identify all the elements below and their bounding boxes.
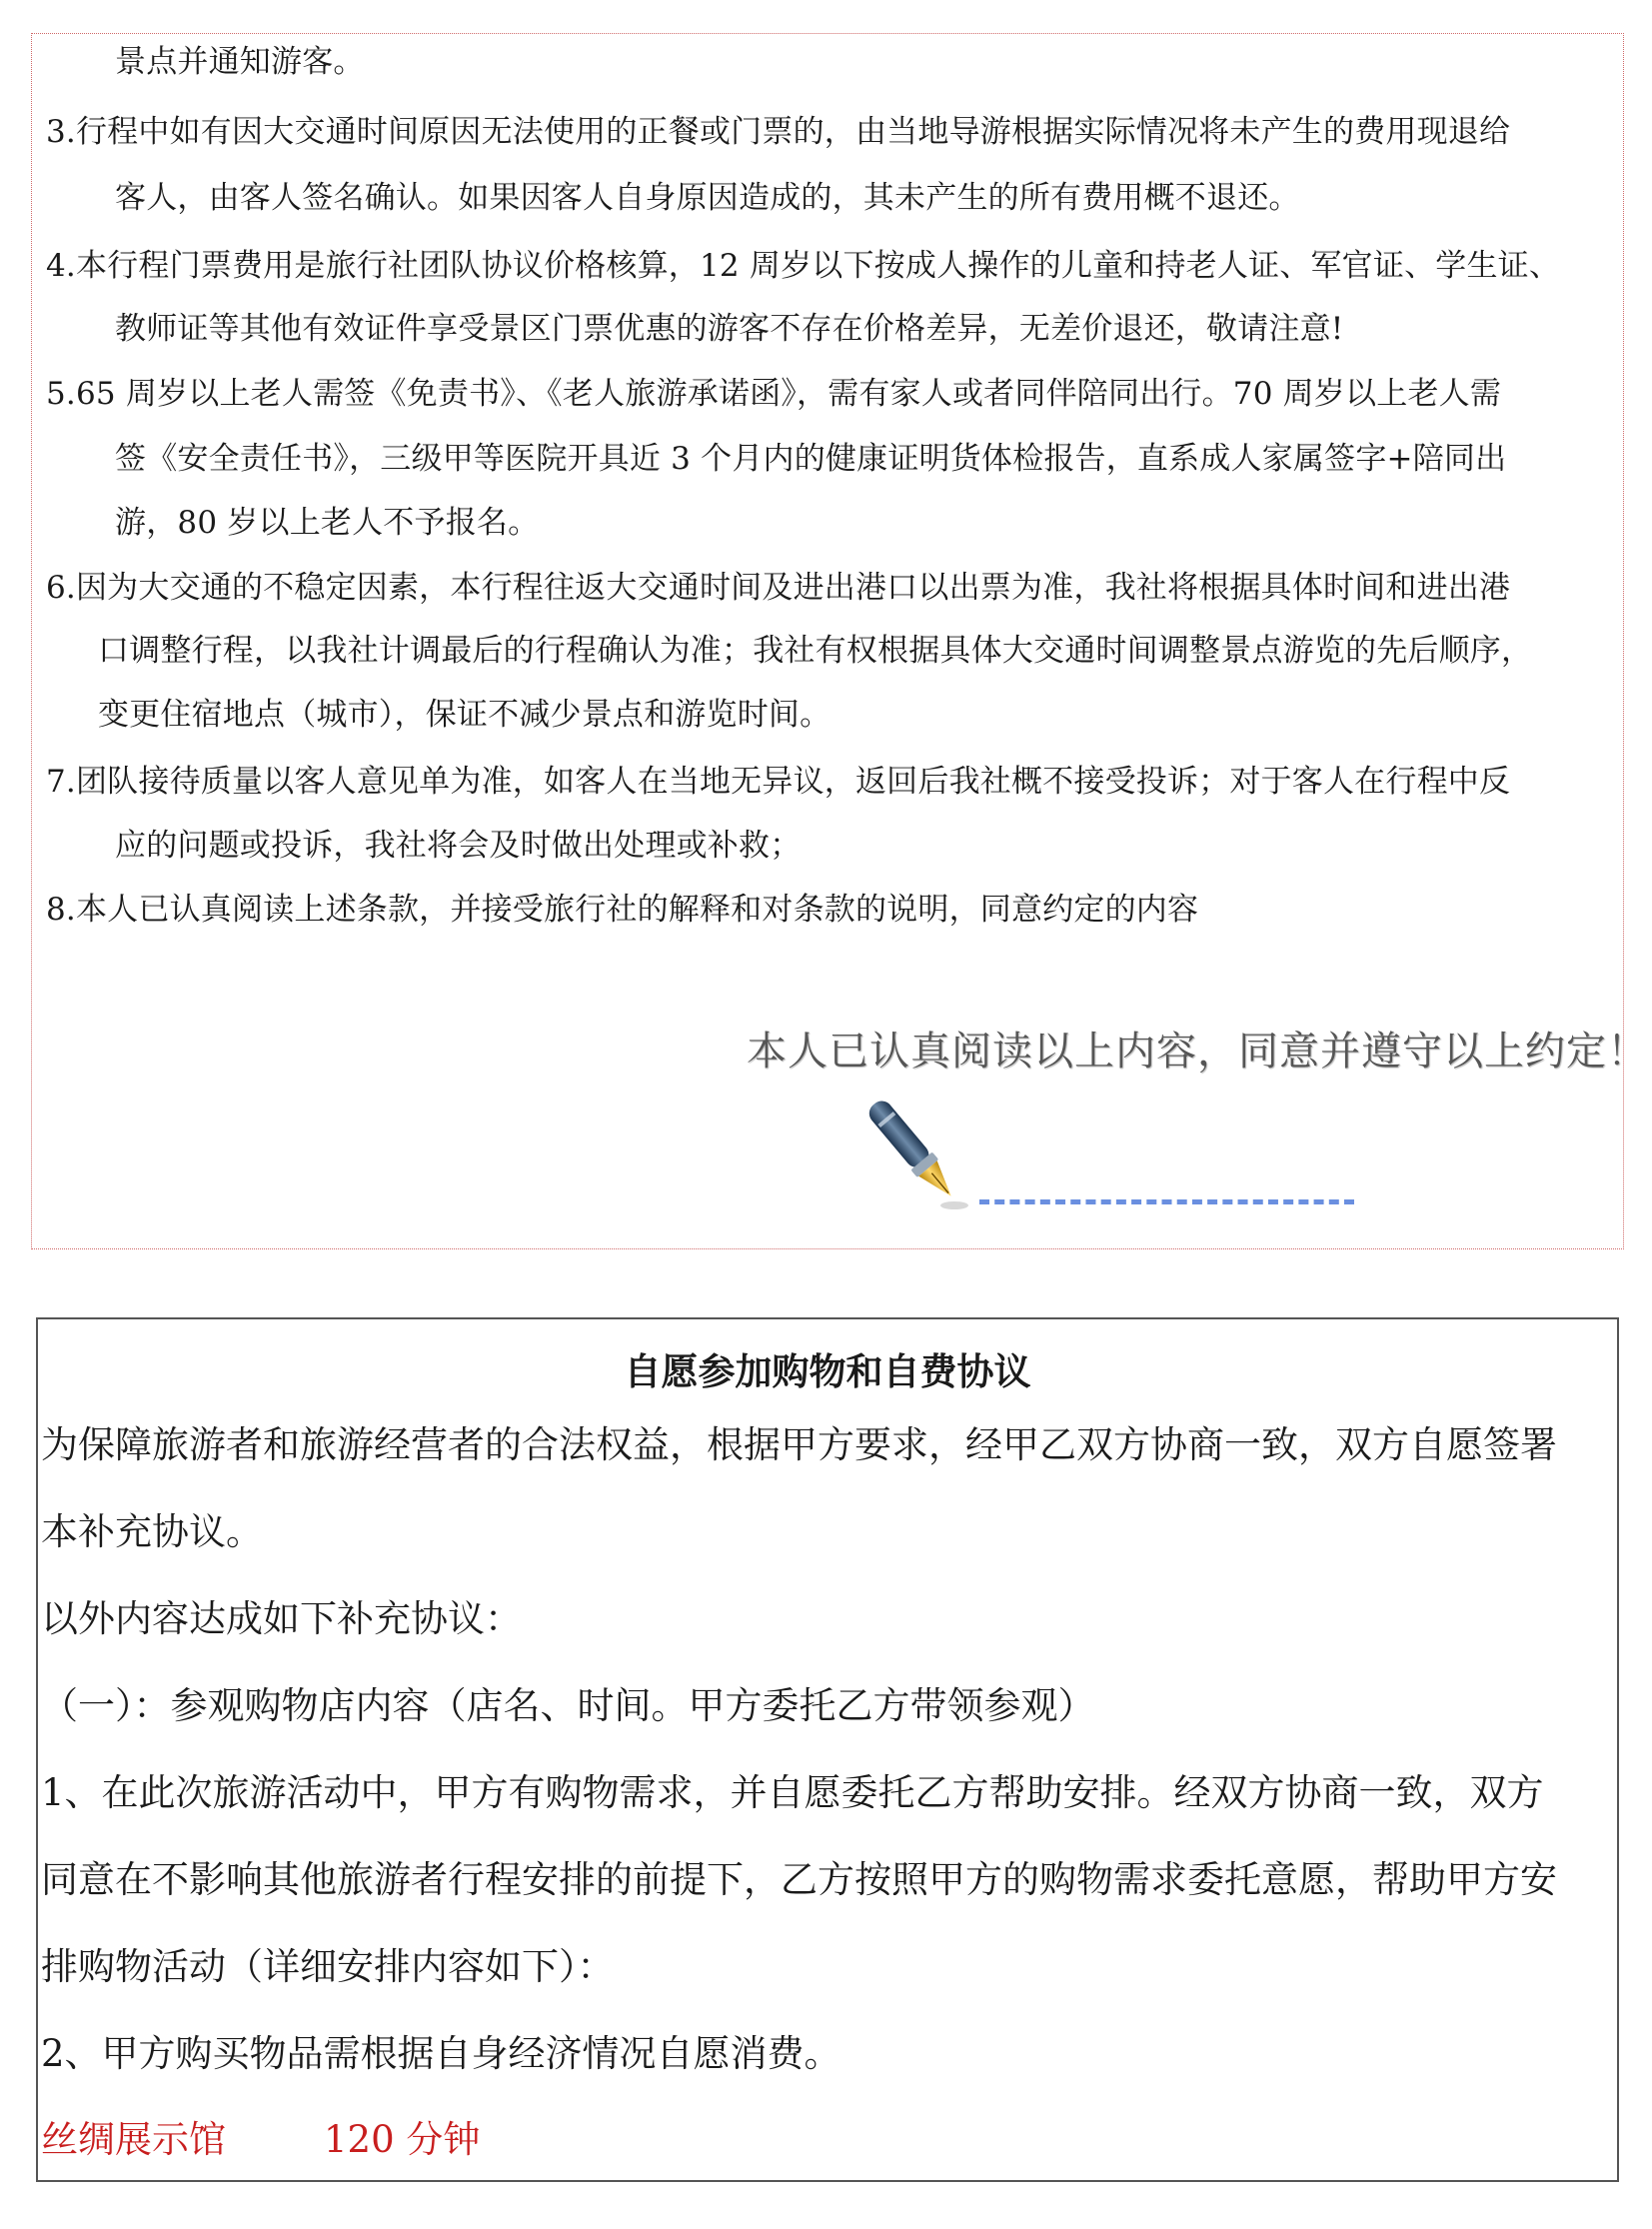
note-line: 签《安全责任书》，三级甲等医院开具近 3 个月内的健康证明货体检报告，直系成人家属签字+陪同出 bbox=[115, 441, 1507, 477]
agreement-line: 本补充协议。 bbox=[41, 1510, 263, 1553]
note-line: 7.团队接待质量以客人意见单为准，如客人在当地无异议，返回后我社概不接受投诉；对于客人在行程中反 bbox=[46, 764, 1511, 800]
note-line: 3.行程中如有因大交通时间原因无法使用的正餐或门票的，由当地导游根据实际情况将未产生的费用现退给 bbox=[46, 114, 1511, 150]
shop-duration: 120 分钟 bbox=[324, 2118, 481, 2161]
agreement-line: 1、在此次旅游活动中，甲方有购物需求，并自愿委托乙方帮助安排。经双方协商一致，双方 bbox=[41, 1771, 1544, 1814]
note-line: 4.本行程门票费用是旅行社团队协议价格核算，12 周岁以下按成人操作的儿童和持老人证、军官证、学生证、 bbox=[46, 248, 1561, 284]
shop-item bbox=[41, 2116, 480, 2164]
agreement-title: 自愿参加购物和自费协议 bbox=[624, 1350, 1031, 1393]
agreement-line: 排购物活动（详细安排内容如下）： bbox=[41, 1945, 615, 1988]
signature-line[interactable] bbox=[979, 1199, 1354, 1204]
note-line: 8.本人已认真阅读上述条款，并接受旅行社的解释和对条款的说明，同意约定的内容 bbox=[46, 892, 1199, 928]
agreement-box bbox=[36, 1317, 1619, 2182]
note-line: 客人，由客人签名确认。如果因客人自身原因造成的，其未产生的所有费用概不退还。 bbox=[115, 180, 1300, 216]
note-line: 变更住宿地点（城市），保证不减少景点和游览时间。 bbox=[98, 697, 831, 733]
agreement-line: 2、甲方购买物品需根据自身经济情况自愿消费。 bbox=[41, 2032, 841, 2075]
agreement-line: 以外内容达成如下补充协议： bbox=[41, 1597, 522, 1640]
commitment-statement: 本人已认真阅读以上内容，同意并遵守以上约定！ bbox=[747, 1029, 1648, 1075]
note-line: 5.65 周岁以上老人需签《免责书》、《老人旅游承诺函》，需有家人或者同伴陪同出行。70 周岁以上老人需 bbox=[46, 376, 1502, 412]
pen-icon bbox=[854, 1088, 974, 1217]
note-line: 游，80 岁以上老人不予报名。 bbox=[115, 505, 540, 541]
note-line: 6.因为大交通的不稳定因素，本行程往返大交通时间及进出港口以出票为准，我社将根据具体时间和进出港 bbox=[46, 570, 1511, 606]
note-line: 应的问题或投诉，我社将会及时做出处理或补救； bbox=[115, 828, 802, 864]
shop-name: 丝绸展示馆 bbox=[41, 2118, 226, 2161]
note-line: 口调整行程，以我社计调最后的行程确认为准；我社有权根据具体大交通时间调整景点游览的先后顺序， bbox=[98, 633, 1533, 669]
note-line: 景点并通知游客。 bbox=[115, 44, 365, 80]
agreement-line: （一）：参观购物店内容（店名、时间。甲方委托乙方带领参观） bbox=[41, 1684, 1095, 1727]
note-line: 教师证等其他有效证件享受景区门票优惠的游客不存在价格差异，无差价退还，敬请注意! bbox=[115, 311, 1344, 347]
agreement-line: 同意在不影响其他旅游者行程安排的前提下，乙方按照甲方的购物需求委托意愿，帮助甲方安 bbox=[41, 1858, 1557, 1901]
agreement-line: 为保障旅游者和旅游经营者的合法权益，根据甲方要求，经甲乙双方协商一致，双方自愿签署 bbox=[41, 1423, 1557, 1466]
